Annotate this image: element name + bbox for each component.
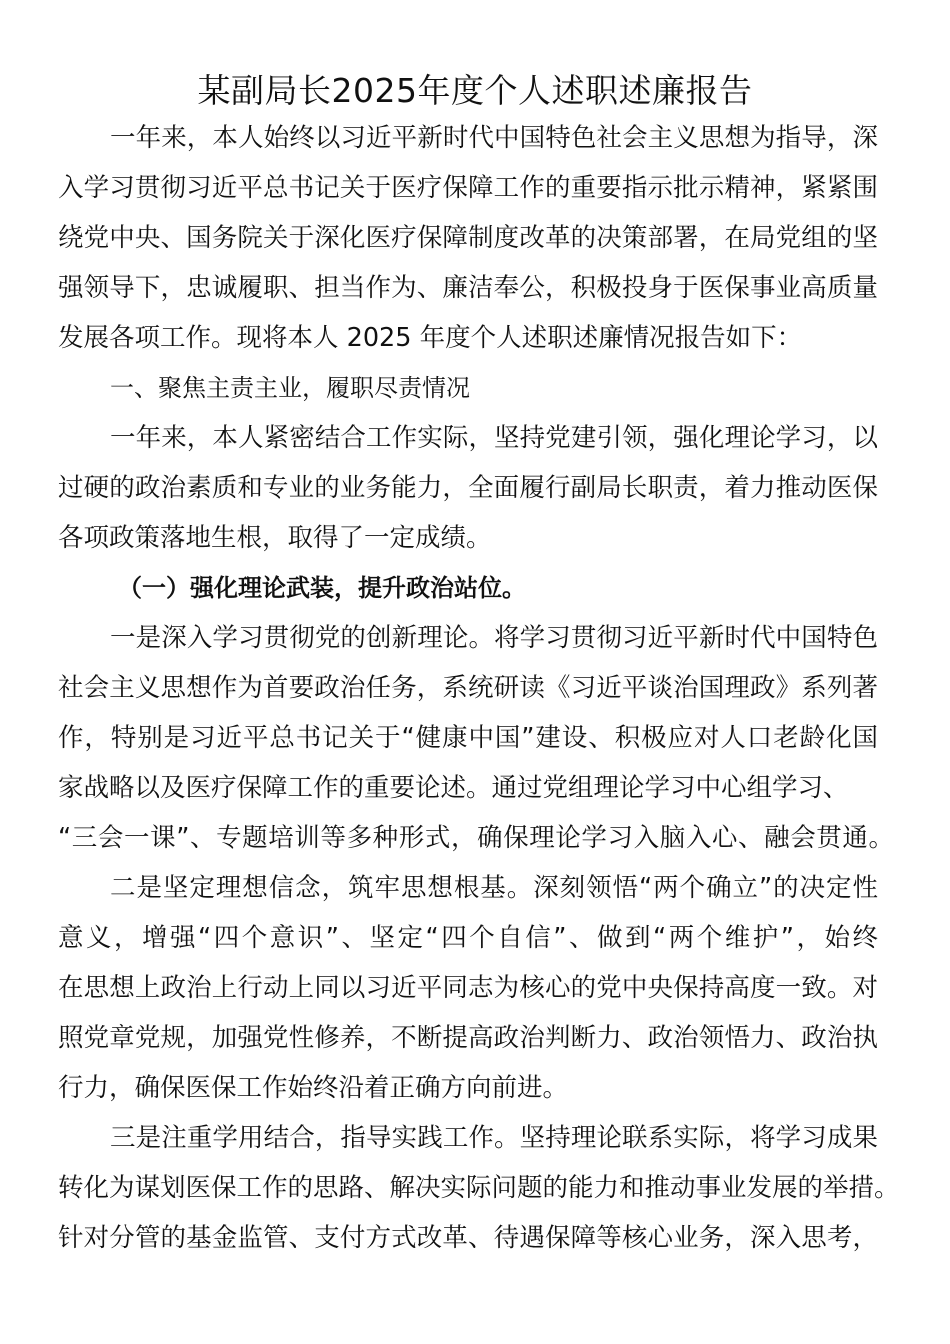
paragraph-point1-line: 家战略以及医疗保障工作的重要论述。通过党组理论学习中心组学习、	[58, 773, 849, 803]
document-title: 某副局长2025年度个人述职述廉报告	[197, 71, 753, 110]
paragraph-point1-line: 社会主义思想作为首要政治任务，系统研读《习近平谈治国理政》系列著	[58, 673, 878, 703]
paragraph-point1-line: 一是深入学习贯彻党的创新理论。将学习贯彻习近平新时代中国特色	[110, 623, 878, 653]
paragraph-point3-line: 针对分管的基金监管、支付方式改革、待遇保障等核心业务，深入思考，	[58, 1223, 878, 1253]
paragraph-intro-line: 发展各项工作。现将本人 2025 年度个人述职述廉情况报告如下：	[58, 323, 803, 353]
paragraph-point1-line: 作，特别是习近平总书记关于“健康中国”建设、积极应对人口老龄化国	[58, 723, 878, 753]
paragraph-point3-line: 三是注重学用结合，指导实践工作。坚持理论联系实际，将学习成果	[110, 1123, 878, 1153]
document-body	[58, 113, 900, 1263]
paragraph-point2-line: 意义，增强“四个意识”、坚定“四个自信”、做到“两个维护”，始终	[58, 923, 878, 953]
subsection-heading-1: （一）强化理论武装，提升政治站位。	[118, 574, 526, 602]
section-heading-1: 一、聚焦主责主业，履职尽责情况	[110, 374, 470, 402]
paragraph-section1-line: 过硬的政治素质和专业的业务能力，全面履行副局长职责，着力推动医保	[58, 473, 878, 503]
paragraph-intro-line: 强领导下，忠诚履职、担当作为、廉洁奉公，积极投身于医保事业高质量	[58, 273, 878, 303]
paragraph-point3-line: 转化为谋划医保工作的思路、解决实际问题的能力和推动事业发展的举措。	[58, 1173, 900, 1203]
paragraph-intro-line: 一年来，本人始终以习近平新时代中国特色社会主义思想为指导，深	[110, 123, 878, 153]
paragraph-point2-line: 在思想上政治上行动上同以习近平同志为核心的党中央保持高度一致。对	[58, 973, 878, 1003]
paragraph-intro-line: 绕党中央、国务院关于深化医疗保障制度改革的决策部署，在局党组的坚	[58, 223, 878, 253]
paragraph-point2-line: 照党章党规，加强党性修养，不断提高政治判断力、政治领悟力、政治执	[58, 1023, 878, 1053]
paragraph-point1-line: “三会一课”、专题培训等多种形式，确保理论学习入脑入心、融会贯通。	[58, 823, 894, 853]
paragraph-section1-line: 各项政策落地生根，取得了一定成绩。	[58, 523, 492, 553]
paragraph-intro-line: 入学习贯彻习近平总书记关于医疗保障工作的重要指示批示精神，紧紧围	[58, 173, 878, 203]
paragraph-point2-line: 行力，确保医保工作始终沿着正确方向前进。	[58, 1073, 569, 1103]
paragraph-section1-line: 一年来，本人紧密结合工作实际，坚持党建引领，强化理论学习，以	[110, 423, 878, 453]
paragraph-point2-line: 二是坚定理想信念，筑牢思想根基。深刻领悟“两个确立”的决定性	[110, 873, 878, 903]
